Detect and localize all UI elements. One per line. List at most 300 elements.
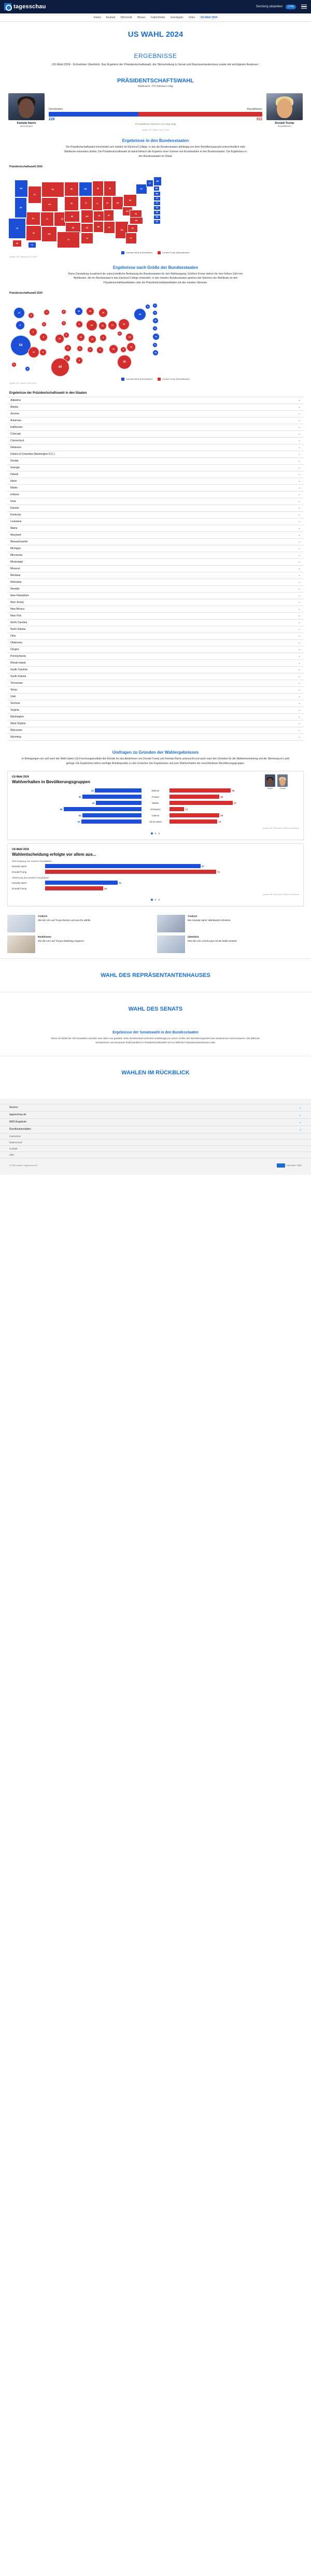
accordion-row-state[interactable] bbox=[7, 397, 304, 404]
chevron-down-icon[interactable]: ⌄ bbox=[299, 1128, 302, 1131]
accordion-row-state[interactable] bbox=[7, 620, 304, 626]
state-name: North Carolina bbox=[10, 621, 27, 624]
state-name: Pennsylvania bbox=[10, 654, 26, 658]
state-name: Vermont bbox=[10, 701, 20, 705]
chevron-down-icon[interactable]: ⌄ bbox=[298, 480, 301, 483]
bar-row bbox=[12, 881, 299, 885]
carousel-dots[interactable] bbox=[12, 896, 299, 901]
teaser-image bbox=[157, 936, 185, 953]
chevron-down-icon[interactable]: ⌄ bbox=[298, 486, 301, 490]
accordion-row-state[interactable] bbox=[7, 458, 304, 465]
trump-electoral-votes: 312 bbox=[256, 118, 262, 122]
card-kicker: US-Wahl 2024 bbox=[12, 775, 29, 779]
bar-row bbox=[12, 864, 299, 868]
teaser-text bbox=[188, 915, 231, 932]
bar-label: Kamala Harris bbox=[12, 865, 27, 868]
nav-item-us-wahl[interactable]: US-Wahl 2024 bbox=[200, 16, 218, 19]
accordion-row-state[interactable] bbox=[7, 660, 304, 667]
footer-row[interactable] bbox=[0, 1126, 311, 1133]
face-shape bbox=[267, 778, 273, 786]
state-name: Oklahoma bbox=[10, 641, 22, 644]
accordion-row-state[interactable] bbox=[7, 444, 304, 451]
teaser-text bbox=[188, 936, 237, 953]
presidential-heading: PRÄSIDENTSCHAFTSWAHL bbox=[117, 78, 194, 84]
candidate-thumbnails bbox=[265, 774, 288, 789]
value-dem: 53 bbox=[78, 795, 81, 798]
bar-right-label: Republikaner bbox=[247, 108, 262, 111]
teaser-item[interactable] bbox=[7, 915, 154, 932]
threshold-note: 270 Wahlleute-Stimmen zum Sieg nötig bbox=[135, 123, 176, 126]
chevron-down-icon[interactable]: ⌄ bbox=[298, 500, 301, 503]
state-name: North Dakota bbox=[10, 627, 26, 631]
accordion-row-state[interactable] bbox=[7, 586, 304, 593]
card-title: Wahlverhalten in Bevölkerungsgruppen bbox=[12, 780, 90, 785]
accordion-row-state[interactable] bbox=[7, 438, 304, 444]
chevron-down-icon[interactable]: ⌄ bbox=[298, 614, 301, 618]
accordion-row-state[interactable] bbox=[7, 633, 304, 640]
state-name: Idaho bbox=[10, 479, 17, 483]
state-name: New Mexico bbox=[10, 607, 25, 611]
electoral-map[interactable]: CA NV AZ OR WA ID UT NM MT WY CO ND SD NE KS TX IA MN MO AR LA WI IL IN TN MS AL MI OH KY GA FL PA WV VA NC SC NY VT ME NH MA RI CT NJ DE MD DC AK HI bbox=[7, 170, 304, 248]
chevron-down-icon[interactable]: ⌄ bbox=[298, 560, 301, 564]
accordion-row-state[interactable] bbox=[7, 626, 304, 633]
state-name: New Jersey bbox=[10, 600, 24, 604]
value-rep: 57 bbox=[234, 801, 237, 804]
size-map-text: Diese Darstellung visualisiert die unterschiedliche Bedeutung der Bundesstaaten für den Wahlausgang. Größere Kreise stehen für eine höhere Zahl von Wahlleuten, die ein Bundesstaat in das Electoral College entsendet. In den meisten Bundesstaaten gewinnt alle Stimmen der Wahlleute an den Präsidentschaftskandidaten oder die Präsidentschaftskandidatin mit den meisten Stimmen. bbox=[68, 272, 243, 285]
bar-row bbox=[12, 886, 299, 890]
main-nav bbox=[0, 13, 311, 22]
carousel-dot-2[interactable] bbox=[154, 899, 157, 901]
accordion-row-state[interactable] bbox=[7, 552, 304, 559]
state-name: Connecticut bbox=[10, 439, 24, 442]
accordion-row-state[interactable] bbox=[7, 431, 304, 438]
value-rep: 55 bbox=[232, 789, 235, 792]
chevron-down-icon[interactable]: ⌄ bbox=[298, 661, 301, 665]
teaser-item[interactable] bbox=[157, 915, 304, 932]
accordion-row-state[interactable] bbox=[7, 418, 304, 424]
chevron-down-icon[interactable]: ⌄ bbox=[298, 675, 301, 679]
accordion-row-state[interactable] bbox=[7, 646, 304, 653]
state-name: Florida bbox=[10, 459, 19, 463]
bar-segment-rep bbox=[138, 112, 262, 117]
legend-label-dem: Kamala Harris (Demokraten) bbox=[126, 378, 153, 381]
chevron-down-icon[interactable]: ⌄ bbox=[298, 406, 301, 409]
hamburger-icon[interactable] bbox=[301, 5, 307, 9]
teaser-kicker: Überblick bbox=[188, 936, 199, 939]
face-shape bbox=[277, 98, 292, 118]
teaser-title: Wie Kamala Harris' Wahlkampf scheiterte bbox=[188, 918, 231, 922]
nav-item-inland[interactable]: Inland bbox=[93, 16, 101, 19]
size-map-source: Quelle: AP, Stand: 06.11.2024 bbox=[9, 381, 37, 384]
legend-swatch-rep bbox=[158, 251, 161, 254]
chevron-down-icon[interactable]: ⌄ bbox=[298, 554, 301, 557]
accordion-row-state[interactable] bbox=[7, 673, 304, 680]
footer-link-label: ARD Angebote bbox=[9, 1120, 27, 1124]
senate-note bbox=[0, 1026, 311, 1055]
chevron-down-icon[interactable]: ⌄ bbox=[298, 587, 301, 591]
candidate-trump bbox=[266, 93, 303, 127]
state-name: Alaska bbox=[10, 405, 19, 409]
bar-label: Donald Trump bbox=[12, 870, 27, 873]
legend-item-dem bbox=[121, 378, 152, 381]
legend-item-rep bbox=[158, 378, 189, 381]
bar-value: 73 bbox=[217, 870, 220, 873]
value-rep: 45 bbox=[220, 814, 223, 817]
chevron-down-icon[interactable]: ⌄ bbox=[298, 459, 301, 463]
teaser-item[interactable] bbox=[7, 936, 154, 953]
size-map-legend bbox=[0, 375, 311, 381]
accordion-row-state[interactable] bbox=[7, 714, 304, 721]
chevron-down-icon[interactable]: ⌄ bbox=[298, 567, 301, 571]
chevron-down-icon[interactable]: ⌄ bbox=[298, 493, 301, 497]
chevron-down-icon[interactable]: ⌄ bbox=[298, 601, 301, 605]
accordion-row-state[interactable] bbox=[7, 734, 304, 741]
accordion-row-state[interactable] bbox=[7, 424, 304, 431]
group-row bbox=[12, 819, 299, 824]
chevron-down-icon[interactable]: ⌄ bbox=[298, 466, 301, 470]
state-name: Wisconsin bbox=[10, 728, 22, 732]
group-row bbox=[12, 813, 299, 817]
state-name: Indiana bbox=[10, 493, 19, 496]
accordion-row-state[interactable] bbox=[7, 465, 304, 471]
chevron-down-icon[interactable]: ⌄ bbox=[299, 1113, 302, 1117]
carousel-dots[interactable] bbox=[12, 829, 299, 834]
chevron-down-icon[interactable]: ⌄ bbox=[298, 419, 301, 423]
house-title: WAHL DES REPRÄSENTANTENHAUSES bbox=[101, 972, 210, 979]
state-name: Kansas bbox=[10, 506, 19, 510]
carousel-dot-2[interactable] bbox=[154, 832, 157, 834]
chevron-down-icon[interactable]: ⌄ bbox=[298, 426, 301, 429]
group-label: Weiße bbox=[152, 801, 159, 804]
chevron-down-icon[interactable]: ⌄ bbox=[298, 722, 301, 726]
live-badge[interactable]: LIVE bbox=[286, 5, 296, 9]
presidential-result-block bbox=[0, 91, 311, 131]
accordion-row-state[interactable] bbox=[7, 694, 304, 700]
state-name: Washington bbox=[10, 715, 24, 718]
carousel-dot-1[interactable] bbox=[151, 899, 153, 901]
brand-label: tagesschau bbox=[13, 4, 46, 10]
accordion-row-state[interactable] bbox=[7, 721, 304, 727]
footer-row[interactable] bbox=[0, 1112, 311, 1119]
states-accordion bbox=[7, 397, 304, 741]
accordion-row-state[interactable] bbox=[7, 451, 304, 458]
electoral-map-text: Die Präsidentschaftswahl entscheidet sich letztlich im Electoral College, in das die Bundesstaaten abhängig von ihrer Bevölkerungszahl unterschiedlich viele Wahlleute entsenden dürfen. Die Präsidentschaftswahl ist damit faktisch die Ergebnis einer Summe von Einzelwahlen in den Bundesstaaten. Die Ergebnisse in den Bundesstaaten im Detail: bbox=[64, 146, 247, 158]
play-broadcast-link[interactable]: Sendung abspielen bbox=[256, 5, 283, 8]
state-name: Michigan bbox=[10, 546, 21, 550]
chevron-down-icon[interactable]: ⌄ bbox=[298, 594, 301, 598]
chevron-down-icon[interactable]: ⌄ bbox=[298, 709, 301, 712]
value-rep: 45 bbox=[220, 795, 223, 798]
accordion-row-state[interactable] bbox=[7, 492, 304, 498]
accordion-row-state[interactable] bbox=[7, 687, 304, 694]
group-label: Schwarze bbox=[150, 808, 161, 811]
state-name: Arkansas bbox=[10, 419, 21, 422]
bar-value: 25 bbox=[104, 887, 107, 890]
chevron-down-icon[interactable]: ⌄ bbox=[299, 1106, 302, 1110]
teaser-image bbox=[157, 915, 185, 932]
footer-row-small[interactable] bbox=[0, 1152, 311, 1158]
accordion-row-state[interactable] bbox=[7, 485, 304, 492]
chevron-down-icon[interactable]: ⌄ bbox=[298, 453, 301, 456]
states-accordion-title: Ergebnisse der Präsidentschaftswahl in den Staaten bbox=[9, 391, 87, 395]
nav-item-wirtschaft[interactable]: Wirtschaft bbox=[120, 16, 132, 19]
state-name: Delaware bbox=[10, 445, 22, 449]
state-name: Louisiana bbox=[10, 520, 22, 523]
harris-thumbnail bbox=[265, 774, 275, 790]
state-name: Mississippi bbox=[10, 560, 23, 564]
chevron-down-icon[interactable]: ⌄ bbox=[298, 574, 301, 578]
chevron-down-icon[interactable]: ⌄ bbox=[298, 527, 301, 530]
face-shape bbox=[19, 98, 34, 118]
chevron-down-icon[interactable]: ⌄ bbox=[298, 534, 301, 537]
candidate-party: Demokraten bbox=[20, 125, 33, 128]
electoral-map-source: Quelle: AP, Stand: 06.11.2024 bbox=[9, 255, 37, 258]
state-name: Nebraska bbox=[10, 580, 22, 584]
nav-item-wissen[interactable]: Wissen bbox=[137, 16, 146, 19]
copyright: © ARD-aktuell / tagesschau.de bbox=[9, 1164, 38, 1167]
nav-item-faktenfinder[interactable]: Faktenfinder bbox=[150, 16, 165, 19]
state-name: West Virginia bbox=[10, 722, 26, 725]
electoral-map-label: Präsidentschaftswahl 2024 bbox=[9, 165, 43, 168]
state-name: Iowa bbox=[10, 499, 16, 503]
size-bubble-map[interactable]: 54 6 11 8 12 4 6 5 4 3 10 3 3 5 6 7 40 6 10 10 6 8 10 19 11 11 6 9 15 17 8 16 30 19 4 13 16 9 28 3 2 4 11 4 14 3 10 3 4 bbox=[7, 297, 304, 375]
trump-photo bbox=[266, 93, 303, 120]
accordion-row-state[interactable] bbox=[7, 579, 304, 586]
chevron-down-icon[interactable]: ⌄ bbox=[298, 729, 301, 732]
state-name: New York bbox=[10, 614, 22, 617]
nav-item-ausland[interactable]: Ausland bbox=[106, 16, 116, 19]
state-name: Nevada bbox=[10, 587, 20, 591]
state-name: Alabama bbox=[10, 398, 21, 402]
state-name: Ohio bbox=[10, 634, 16, 638]
senate-note-text: Reise ein Drittel der 100 Senatsitze wird alle zwei Jahre neu gewählt. Jeder Bundesstaat entsendet unabhängig von seiner Größe oder Bevölkerungszahl zwei Senatorinnen und Senatoren. Die Wahl der Senatorinnen und Senatoren findet parallel zur Präsidentschaftswahl und zur Wahl des Repräsentantenhauses statt. bbox=[51, 1037, 260, 1044]
trump-thumbnail bbox=[277, 774, 288, 790]
state-name: Maine bbox=[10, 526, 18, 530]
state-name: South Dakota bbox=[10, 674, 26, 678]
accordion-row-state[interactable] bbox=[7, 559, 304, 566]
footer-row-small[interactable] bbox=[0, 1133, 311, 1140]
accordion-row-state[interactable] bbox=[7, 411, 304, 418]
chevron-down-icon[interactable]: ⌄ bbox=[298, 412, 301, 416]
value-dem: 54 bbox=[77, 820, 80, 823]
chevron-down-icon[interactable]: ⌄ bbox=[298, 581, 301, 584]
teaser-image bbox=[7, 915, 35, 932]
accordion-row-state[interactable] bbox=[7, 593, 304, 599]
state-name: Kalifornien bbox=[10, 425, 23, 429]
top-bar bbox=[0, 0, 311, 13]
accordion-row-state[interactable] bbox=[7, 613, 304, 620]
state-name: District of Columbia (Washington D.C.) bbox=[10, 452, 55, 456]
state-name: Massachusetts bbox=[10, 540, 28, 543]
chevron-down-icon[interactable]: ⌄ bbox=[298, 507, 301, 510]
thumb-label-trump: Trump bbox=[279, 787, 286, 790]
poll-card-groups bbox=[7, 771, 304, 840]
accordion-row-state[interactable] bbox=[7, 667, 304, 673]
accordion-row-state[interactable] bbox=[7, 640, 304, 646]
value-dem: 41 bbox=[92, 801, 95, 804]
legend-label-rep: Donald Trump (Republikaner) bbox=[162, 251, 190, 254]
state-name: Hawaii bbox=[10, 472, 19, 476]
electoral-map-heading: Ergebnisse in den Bundesstaaten bbox=[122, 138, 189, 143]
chevron-down-icon[interactable]: ⌄ bbox=[299, 1120, 302, 1124]
senate-section bbox=[0, 992, 311, 1026]
state-name: Wyoming bbox=[10, 735, 21, 739]
accordion-row-state[interactable] bbox=[7, 653, 304, 660]
electoral-map-legend bbox=[0, 248, 311, 254]
footer-row-small[interactable] bbox=[0, 1140, 311, 1146]
thumb-label-harris: Harris bbox=[267, 787, 273, 790]
chevron-down-icon[interactable]: ⌄ bbox=[298, 668, 301, 672]
candidate-name: Donald Trump bbox=[275, 122, 294, 125]
site-logo[interactable] bbox=[4, 3, 46, 10]
accordion-row-state[interactable] bbox=[7, 532, 304, 539]
state-name: Utah bbox=[10, 695, 16, 698]
carousel-dot-3[interactable] bbox=[158, 899, 160, 901]
teaser-kicker: Reaktionen bbox=[38, 936, 51, 939]
state-name: Illinois bbox=[10, 486, 18, 490]
state-name: Virginia bbox=[10, 708, 19, 712]
value-rep: 13 bbox=[185, 808, 188, 811]
chevron-down-icon[interactable]: ⌄ bbox=[298, 547, 301, 551]
chevron-down-icon[interactable]: ⌄ bbox=[298, 433, 301, 436]
carousel-dot-3[interactable] bbox=[158, 832, 160, 834]
accordion-row-state[interactable] bbox=[7, 680, 304, 687]
legend-swatch-dem bbox=[121, 251, 124, 254]
legend-label-rep: Donald Trump (Republikaner) bbox=[162, 378, 190, 381]
group-b-caption: Ablehnung des anderen Kandidaten bbox=[12, 876, 49, 880]
nav-item-video[interactable]: Video bbox=[188, 16, 195, 19]
chevron-down-icon[interactable]: ⌄ bbox=[298, 655, 301, 658]
accordion-row-state[interactable] bbox=[7, 498, 304, 505]
accordion-row-state[interactable] bbox=[7, 572, 304, 579]
footer-row[interactable] bbox=[0, 1104, 311, 1112]
group-label: 18-29 Jahre bbox=[149, 820, 162, 823]
carousel-dot-1[interactable] bbox=[151, 832, 153, 834]
footer-link-label: Hilfe bbox=[9, 1153, 15, 1156]
chevron-down-icon[interactable]: ⌄ bbox=[298, 628, 301, 631]
group-bars bbox=[12, 788, 299, 824]
accordion-row-state[interactable] bbox=[7, 606, 304, 613]
legend-swatch-rep bbox=[158, 378, 161, 381]
value-dem: 42 bbox=[91, 789, 94, 792]
candidate-party: Republikaner bbox=[277, 125, 292, 128]
page-intro: US-Wahl 2024 - Schnellster Überblick: Das Ergebnis der Präsidentschaftswahl, die Sitzverteilung in Senat und Repräsentantenhaus sowie die wichtigsten Analysen. bbox=[52, 63, 259, 66]
accordion-row-state[interactable] bbox=[7, 525, 304, 532]
nav-item-investigativ[interactable]: Investigativ bbox=[170, 16, 183, 19]
footer bbox=[0, 1099, 311, 1175]
chevron-down-icon[interactable]: ⌄ bbox=[298, 473, 301, 477]
footer-link-label: Rundfunkanstalten bbox=[9, 1128, 31, 1131]
chevron-down-icon[interactable]: ⌄ bbox=[298, 635, 301, 638]
accordion-row-state[interactable] bbox=[7, 700, 304, 707]
chevron-down-icon[interactable]: ⌄ bbox=[298, 520, 301, 524]
harris-electoral-votes: 226 bbox=[49, 118, 55, 122]
accordion-row-state[interactable] bbox=[7, 727, 304, 734]
legend-item-dem bbox=[121, 251, 152, 254]
chevron-down-icon[interactable]: ⌄ bbox=[298, 513, 301, 517]
state-name: Missouri bbox=[10, 567, 20, 570]
group-row bbox=[12, 807, 299, 811]
value-dem: 86 bbox=[60, 808, 63, 811]
accordion-row-state[interactable] bbox=[7, 512, 304, 519]
state-name: Maryland bbox=[10, 533, 21, 537]
value-dem: 53 bbox=[78, 814, 81, 817]
chevron-down-icon[interactable]: ⌄ bbox=[298, 715, 301, 719]
accordion-row-state[interactable] bbox=[7, 599, 304, 606]
chevron-down-icon[interactable]: ⌄ bbox=[298, 688, 301, 692]
accordion-row-state[interactable] bbox=[7, 505, 304, 512]
chevron-down-icon[interactable]: ⌄ bbox=[298, 446, 301, 450]
group-row bbox=[12, 795, 299, 799]
harris-photo bbox=[8, 93, 45, 120]
accordion-row-state[interactable] bbox=[7, 519, 304, 525]
chevron-down-icon[interactable]: ⌄ bbox=[298, 695, 301, 699]
teaser-text bbox=[38, 915, 91, 932]
chevron-down-icon[interactable]: ⌄ bbox=[298, 439, 301, 443]
chevron-down-icon[interactable]: ⌄ bbox=[298, 621, 301, 625]
teaser-grid bbox=[0, 910, 311, 958]
footer-link-label: Datenschutz bbox=[9, 1141, 23, 1144]
group-label: Latinos bbox=[151, 814, 160, 817]
state-name: Colorado bbox=[10, 432, 21, 436]
teaser-title: Wie die USA auf Trumps Wahlsieg reagieren bbox=[38, 939, 84, 942]
accordion-row-state[interactable] bbox=[7, 471, 304, 478]
teaser-kicker: Analyse bbox=[188, 915, 197, 918]
senate-note-title: Ergebnisse der Senatswahl in den Bundesstaaten bbox=[112, 1031, 199, 1035]
poll-card-motivation bbox=[7, 843, 304, 906]
state-name: Arizona bbox=[10, 412, 19, 415]
chevron-down-icon[interactable]: ⌄ bbox=[298, 702, 301, 706]
chevron-down-icon[interactable]: ⌄ bbox=[298, 648, 301, 652]
chevron-down-icon[interactable]: ⌄ bbox=[298, 540, 301, 544]
footer-row-small[interactable] bbox=[0, 1146, 311, 1152]
accordion-row-state[interactable] bbox=[7, 707, 304, 714]
legend-label-dem: Kamala Harris (Demokraten) bbox=[126, 251, 153, 254]
card1-source: Quelle: AP VoteCast / Edison Research bbox=[263, 827, 299, 830]
group-row bbox=[12, 788, 299, 793]
state-name: Kentucky bbox=[10, 513, 21, 516]
footer-row[interactable] bbox=[0, 1119, 311, 1126]
teaser-item[interactable] bbox=[157, 936, 304, 953]
accordion-row-state[interactable] bbox=[7, 478, 304, 485]
accordion-row-state[interactable] bbox=[7, 539, 304, 545]
state-name: Texas bbox=[10, 688, 18, 692]
accordion-row-state[interactable] bbox=[7, 545, 304, 552]
chevron-down-icon[interactable]: ⌄ bbox=[298, 682, 301, 685]
card-title: Wahlentscheidung erfolgte vor allem aus... bbox=[12, 852, 96, 857]
electoral-vote-bar bbox=[49, 108, 262, 125]
footer-link-label: tagesschau.de bbox=[9, 1113, 26, 1117]
chevron-down-icon[interactable]: ⌄ bbox=[298, 641, 301, 645]
accordion-row-state[interactable] bbox=[7, 566, 304, 572]
state-name: Montana bbox=[10, 573, 21, 577]
card2-source: Quelle: AP VoteCast / Edison Research bbox=[263, 893, 299, 896]
chevron-down-icon[interactable]: ⌄ bbox=[298, 736, 301, 739]
polls-heading: Umfragen zu Gründen der Wahlergebnisses bbox=[112, 750, 199, 755]
footer-link-label: Impressum bbox=[9, 1134, 21, 1138]
state-name: Rhode Island bbox=[10, 661, 26, 665]
value-rep: 43 bbox=[218, 820, 221, 823]
retrospect-section bbox=[0, 1056, 311, 1089]
results-heading: ERGEBNISSE bbox=[134, 52, 177, 60]
chevron-down-icon[interactable]: ⌄ bbox=[298, 399, 301, 402]
state-name: Minnesota bbox=[10, 553, 23, 557]
ard-logo bbox=[277, 1163, 302, 1168]
chevron-down-icon[interactable]: ⌄ bbox=[298, 608, 301, 611]
accordion-row-state[interactable] bbox=[7, 404, 304, 411]
presidential-source: Quelle: AP, Stand: 06.11.2024 bbox=[142, 128, 169, 132]
footer-link-label: Kontakt bbox=[9, 1147, 18, 1150]
